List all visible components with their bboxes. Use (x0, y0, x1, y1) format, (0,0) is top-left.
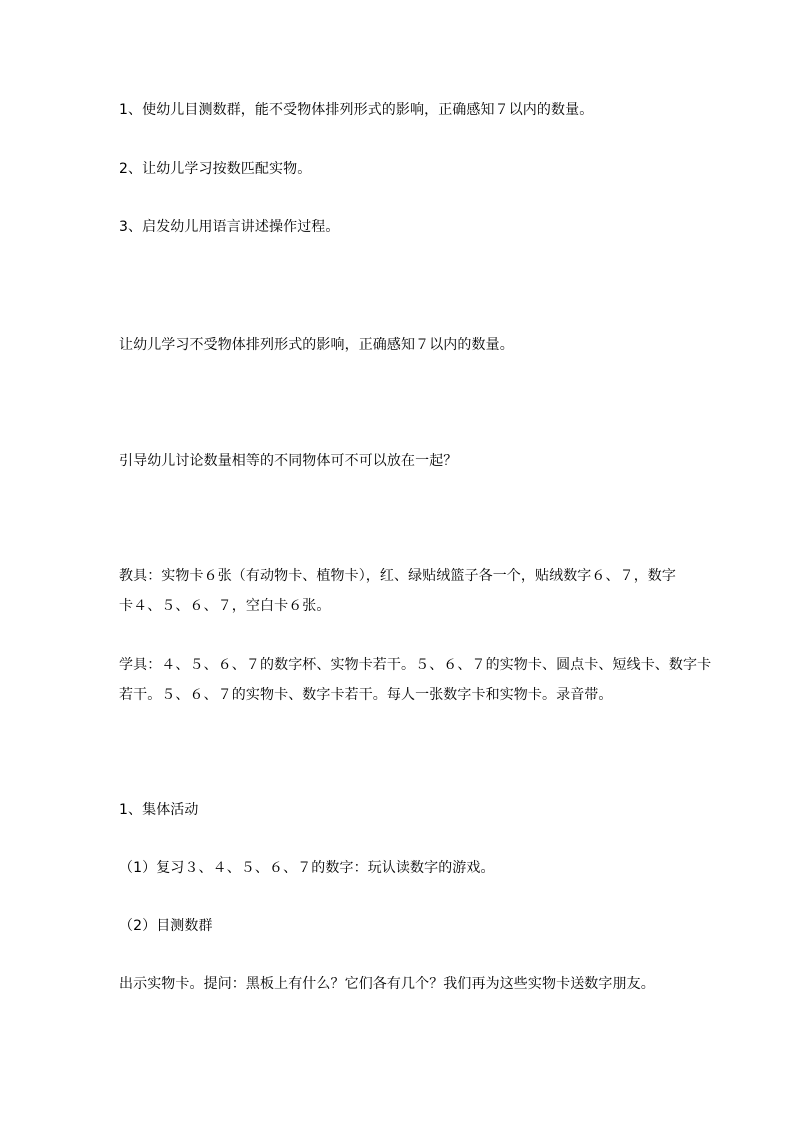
difficulty: 引导幼儿讨论数量相等的不同物体可不可以放在一起？ (119, 453, 458, 469)
learning-aids-line-2: 若干。５、６、７的实物卡、数字卡若干。每人一张数字卡和实物卡。录音带。 (119, 687, 613, 703)
learning-aids-line-1: 学具：４、５、６、７的数字杯、实物卡若干。５、６、７的实物卡、圆点卡、短线卡、数字卡 (119, 657, 712, 673)
process-step-2-text: 出示实物卡。提问：黑板上有什么？它们各有几个？我们再为这些实物卡送数字朋友。 (119, 976, 655, 992)
key-point: 让幼儿学习不受物体排列形式的影响，正确感知７以内的数量。 (119, 337, 514, 353)
teaching-aids-line-1: 教具：实物卡６张（有动物卡、植物卡），红、绿贴绒篮子各一个，贴绒数字６、７，数字 (119, 568, 676, 584)
section-heading: 1、集体活动 (119, 802, 199, 818)
objective-1: 1、使幼儿目测数群，能不受物体排列形式的影响，正确感知７以内的数量。 (119, 102, 594, 118)
objective-2: 2、让幼儿学习按数匹配实物。 (119, 161, 312, 177)
teaching-aids-line-2: 卡４、５、６、７，空白卡６张。 (119, 598, 331, 614)
process-step-1: （1）复习３、４、５、６、７的数字：玩认读数字的游戏。 (119, 860, 495, 876)
objective-3: 3、启发幼儿用语言讲述操作过程。 (119, 219, 340, 235)
process-step-2: （2）目测数群 (119, 918, 213, 934)
